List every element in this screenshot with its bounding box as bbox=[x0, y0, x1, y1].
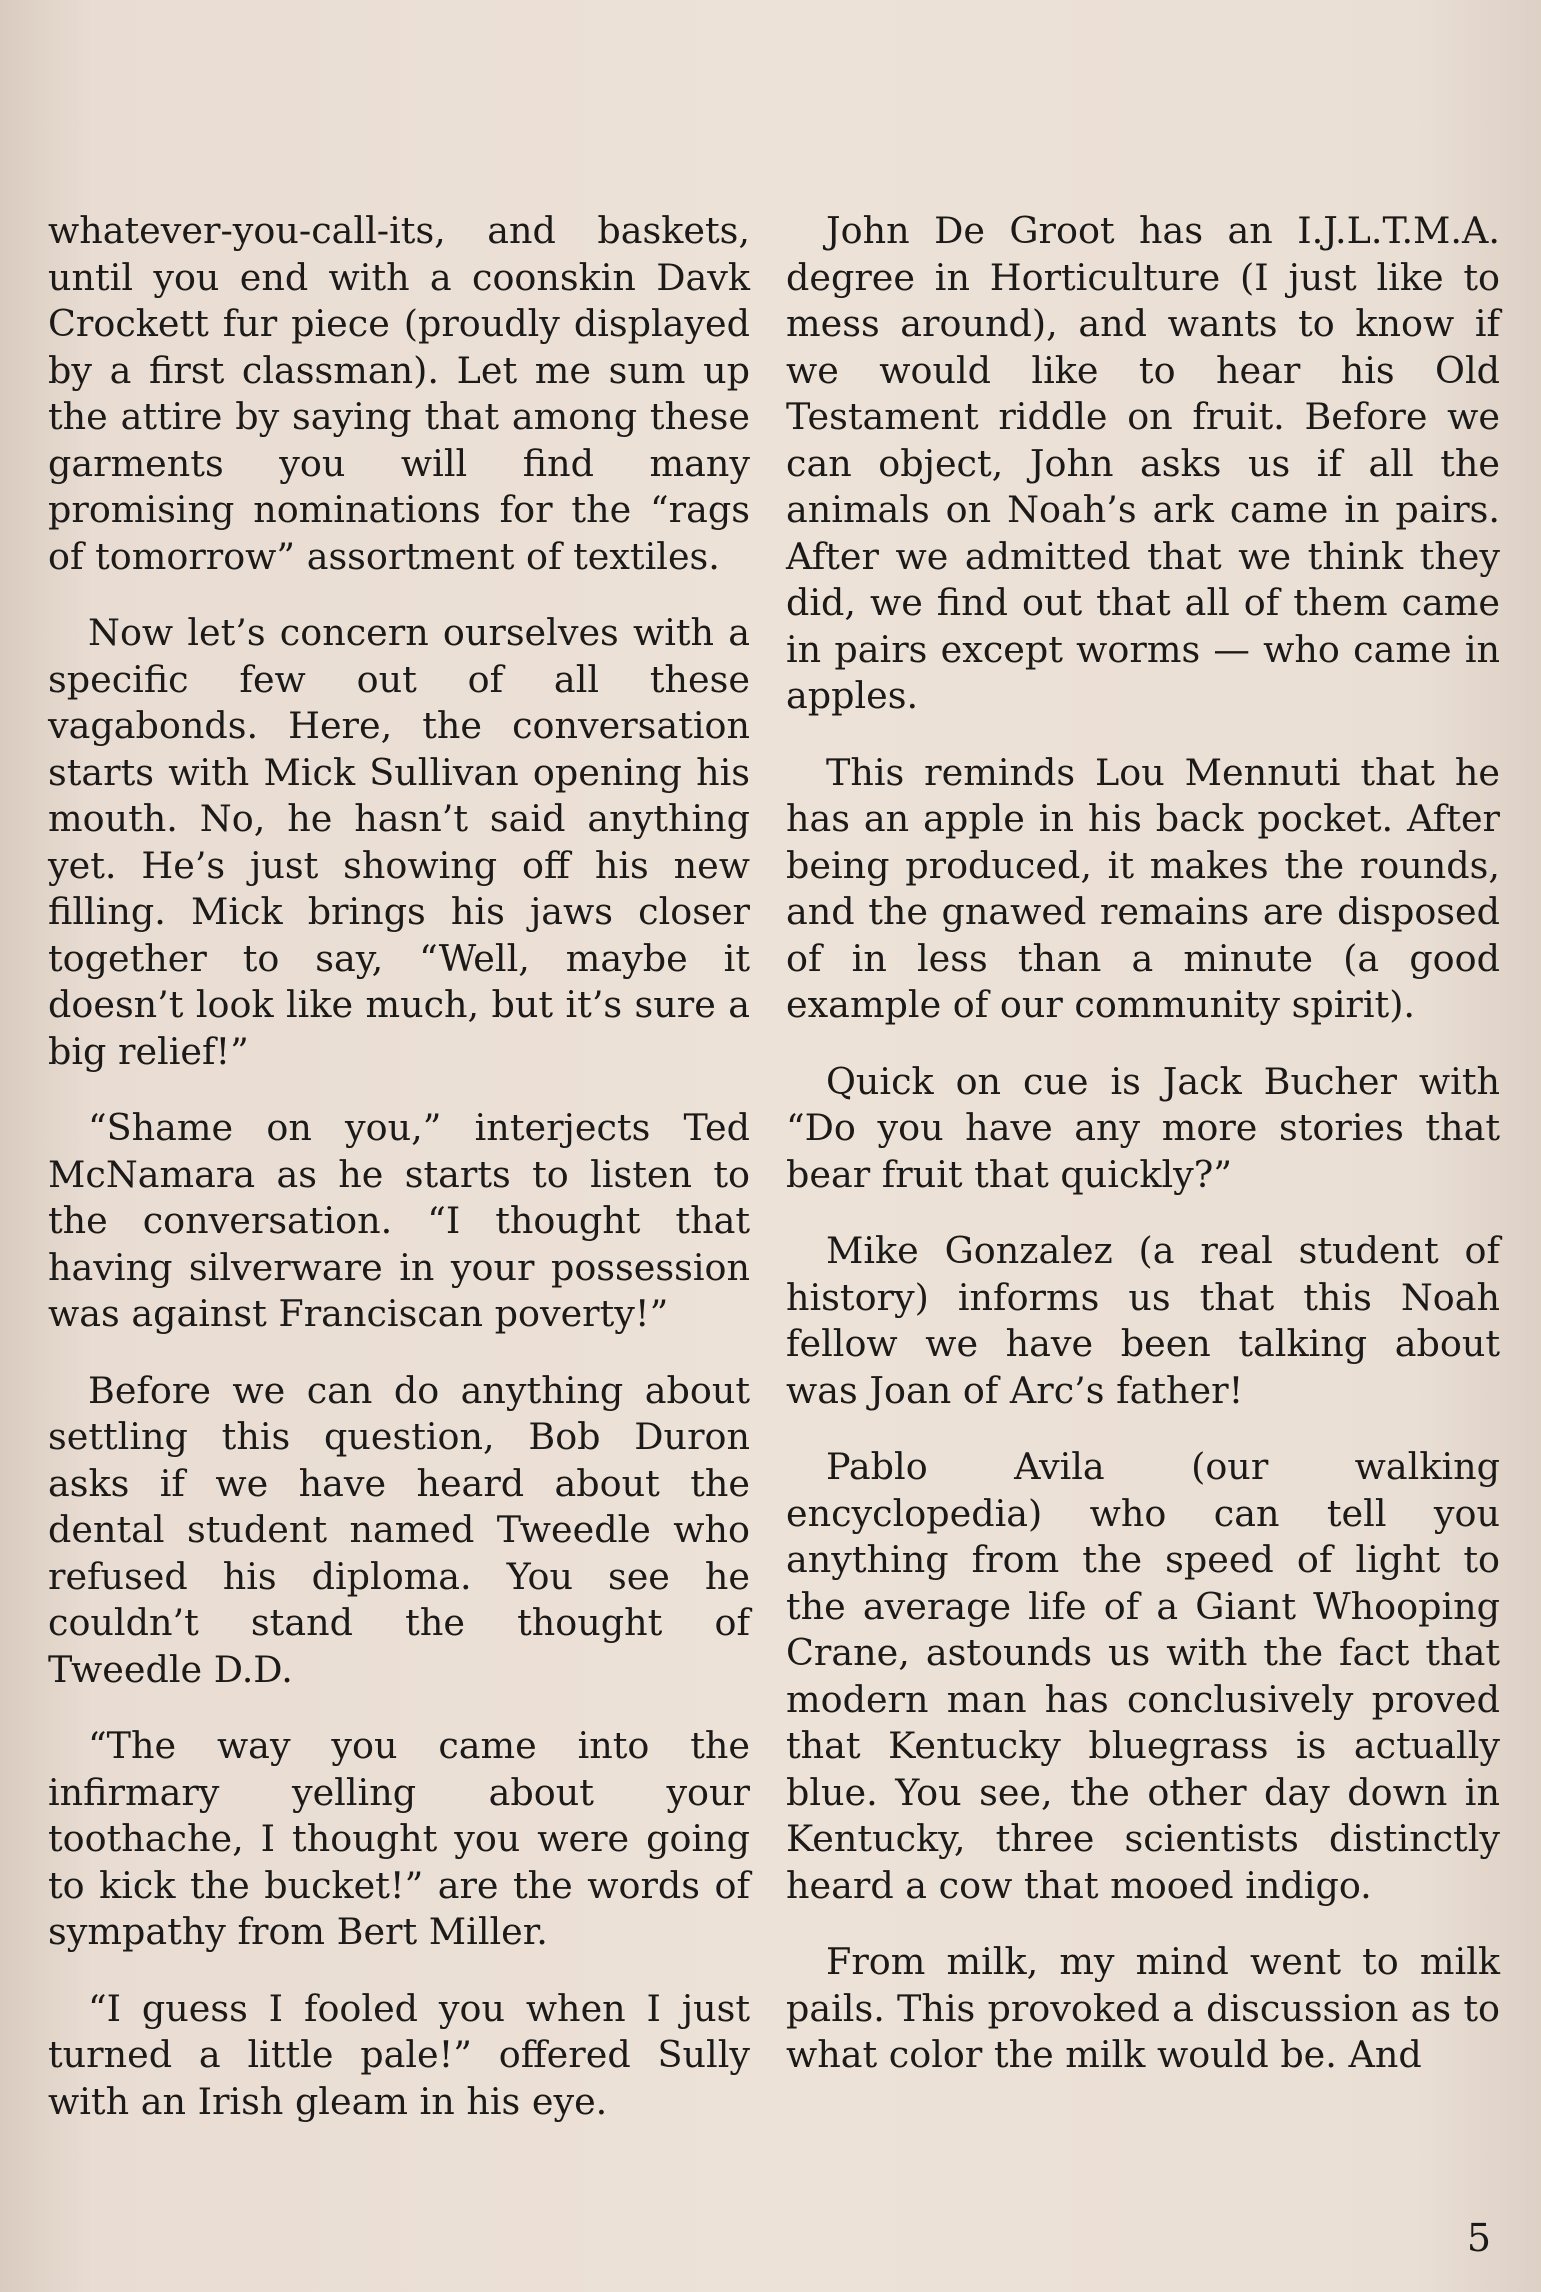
paragraph-right-3: Quick on cue is Jack Bucher with “Do you have any more stories that bear fruit that quickly?” bbox=[786, 1059, 1500, 1196]
paragraph-right-5: Pablo Avila (our walking encyclopedia) who can tell you anything from the speed of light to the average life of a Giant Whooping Crane, astounds us with the fact that modern man has conclusively proved that Kentucky bluegrass is actually blue. You see, the other day down in Kentucky, three scientists distinctly heard a cow that mooed indigo. bbox=[786, 1445, 1500, 1907]
right-column bbox=[786, 208, 1500, 2109]
page-number: 5 bbox=[1466, 2216, 1491, 2260]
paragraph-left-3: “Shame on you,” interjects Ted McNamara as he starts to listen to the conversation. “I thought that having silverware in your possession was against Franciscan poverty!” bbox=[48, 1106, 750, 1335]
left-column bbox=[48, 208, 750, 2155]
paragraph-right-2: This reminds Lou Mennuti that he has an apple in his back pocket. After being produced, it makes the rounds, and the gnawed remains are disposed of in less than a minute (a good example of our community spirit). bbox=[786, 750, 1500, 1026]
paragraph-right-1: John De Groot has an I.J.L.T.M.A. degree in Horticulture (I just like to mess around), and wants to know if we would like to hear his Old Testament riddle on fruit. Before we can object, John asks us if all the animals on Noah’s ark came in pairs. After we admitted that we think they did, we find out that all of them came in pairs except worms — who came in apples. bbox=[786, 209, 1500, 717]
paragraph-right-6: From milk, my mind went to milk pails. This provoked a discussion as to what color the milk would be. And bbox=[786, 1940, 1500, 2076]
paragraph-left-4: Before we can do anything about settling this question, Bob Duron asks if we have heard about the dental student named Tweedle who refused his diploma. You see he couldn’t stand the thought of Tweedle D.D. bbox=[48, 1368, 750, 1691]
paragraph-right-4: Mike Gonzalez (a real student of history) informs us that this Noah fellow we have been talking about was Joan of Arc’s father! bbox=[786, 1229, 1500, 1412]
paragraph-left-1: whatever-you-call-its, and baskets, until you end with a coonskin Davk Crockett fur piece (proudly displayed by a first classman). Let me sum up the attire by saying that among these garments you will find many promising nominations for the “rags of tomorrow” assortment of textiles. bbox=[48, 209, 750, 578]
paragraph-left-2: Now let’s concern ourselves with a specific few out of all these vagabonds. Here, the conversation starts with Mick Sullivan opening his mouth. No, he hasn’t said anything yet. He’s just showing off his new filling. Mick brings his jaws closer together to say, “Well, maybe it doesn’t look like much, but it’s sure a big relief!” bbox=[48, 611, 750, 1073]
paragraph-left-6: “I guess I fooled you when I just turned a little pale!” offered Sully with an Irish gleam in his eye. bbox=[48, 1986, 750, 2123]
paragraph-left-5: “The way you came into the infirmary yelling about your toothache, I thought you were going to kick the bucket!” are the words of sympathy from Bert Miller. bbox=[48, 1724, 750, 1953]
